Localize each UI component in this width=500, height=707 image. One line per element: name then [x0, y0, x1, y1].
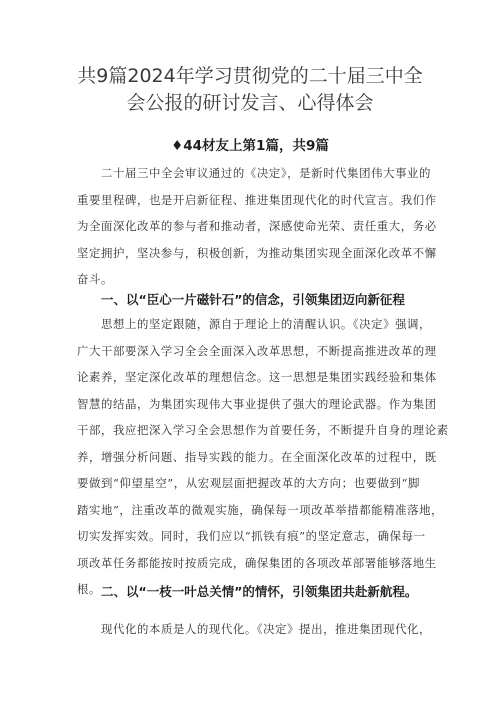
text-line: 干部，我应把深入学习全会思想作为首要任务，不断提升自身的理论素: [77, 423, 449, 437]
text-line: 重要里程碑，也是开启新征程、推进集团现代化的时代宣言。我们作: [77, 192, 437, 207]
text-line: 要做到“仰望星空”，从宏观层面把握改革的大方向；也要做到“脚: [77, 476, 421, 490]
text-line: 智慧的结晶，为集团实现伟大事业提供了强大的理论武器。作为集团: [77, 396, 437, 411]
text-line: 广大干部要深入学习全会全面深入改革思想，不断提高推进改革的理: [77, 343, 437, 358]
text-line: 项改革任务都能按时按质完成，确保集团的各项改革部署能够落地生: [77, 555, 437, 570]
document-subtitle: ♦44材友上第1篇，共9篇: [171, 138, 329, 154]
intro-paragraph: [77, 160, 437, 293]
text-line: 为全面深化改革的参与者和推动者，深感使命光荣、责任重大，务必: [77, 219, 437, 233]
text-line: 切实发挥实效。同时，我们应以“抓铁有痕”的坚定意志，确保每一: [77, 529, 426, 543]
section1-heading: 一、以“臣心一片磁针石”的信念，引领集团迈向新征程: [101, 292, 405, 307]
text-line: 踏实地”，注重改革的微观实施，确保每一项改革举措都能精准落地，: [77, 502, 444, 517]
text-line: 坚定拥护，坚决参与，积极创新，为推动集团实现全面深化改革不懈: [77, 245, 437, 260]
text-line: 论素养，坚定深化改革的理想信念。这一思想是集团实践经验和集体: [77, 370, 437, 384]
text-line: 根。: [77, 582, 101, 596]
text-line: 思想上的坚定跟随，源自于理论上的清醒认识。《决定》强调，: [101, 317, 432, 331]
text-line: 二十届三中全会审议通过的《决定》，是新时代集团伟大事业的: [101, 166, 432, 180]
section2-paragraph: [101, 616, 432, 643]
text-line: 奋斗。: [77, 272, 113, 286]
section2-heading: 二、以“一枝一叶总关情”的情怀，引领集团共赴新航程。: [101, 584, 418, 599]
document-title-line1: 共9篇2024年学习贯彻党的二十届三中全: [77, 65, 423, 87]
text-line: 现代化的本质是人的现代化。《决定》提出，推进集团现代化，: [101, 622, 432, 636]
text-line: 养，增强分析问题、指导实践的能力。在全面深化改革的过程中，既: [77, 449, 437, 464]
document-title-line2: 会公报的研讨发言、心得体会: [126, 92, 374, 114]
section1-paragraph: [77, 311, 449, 603]
